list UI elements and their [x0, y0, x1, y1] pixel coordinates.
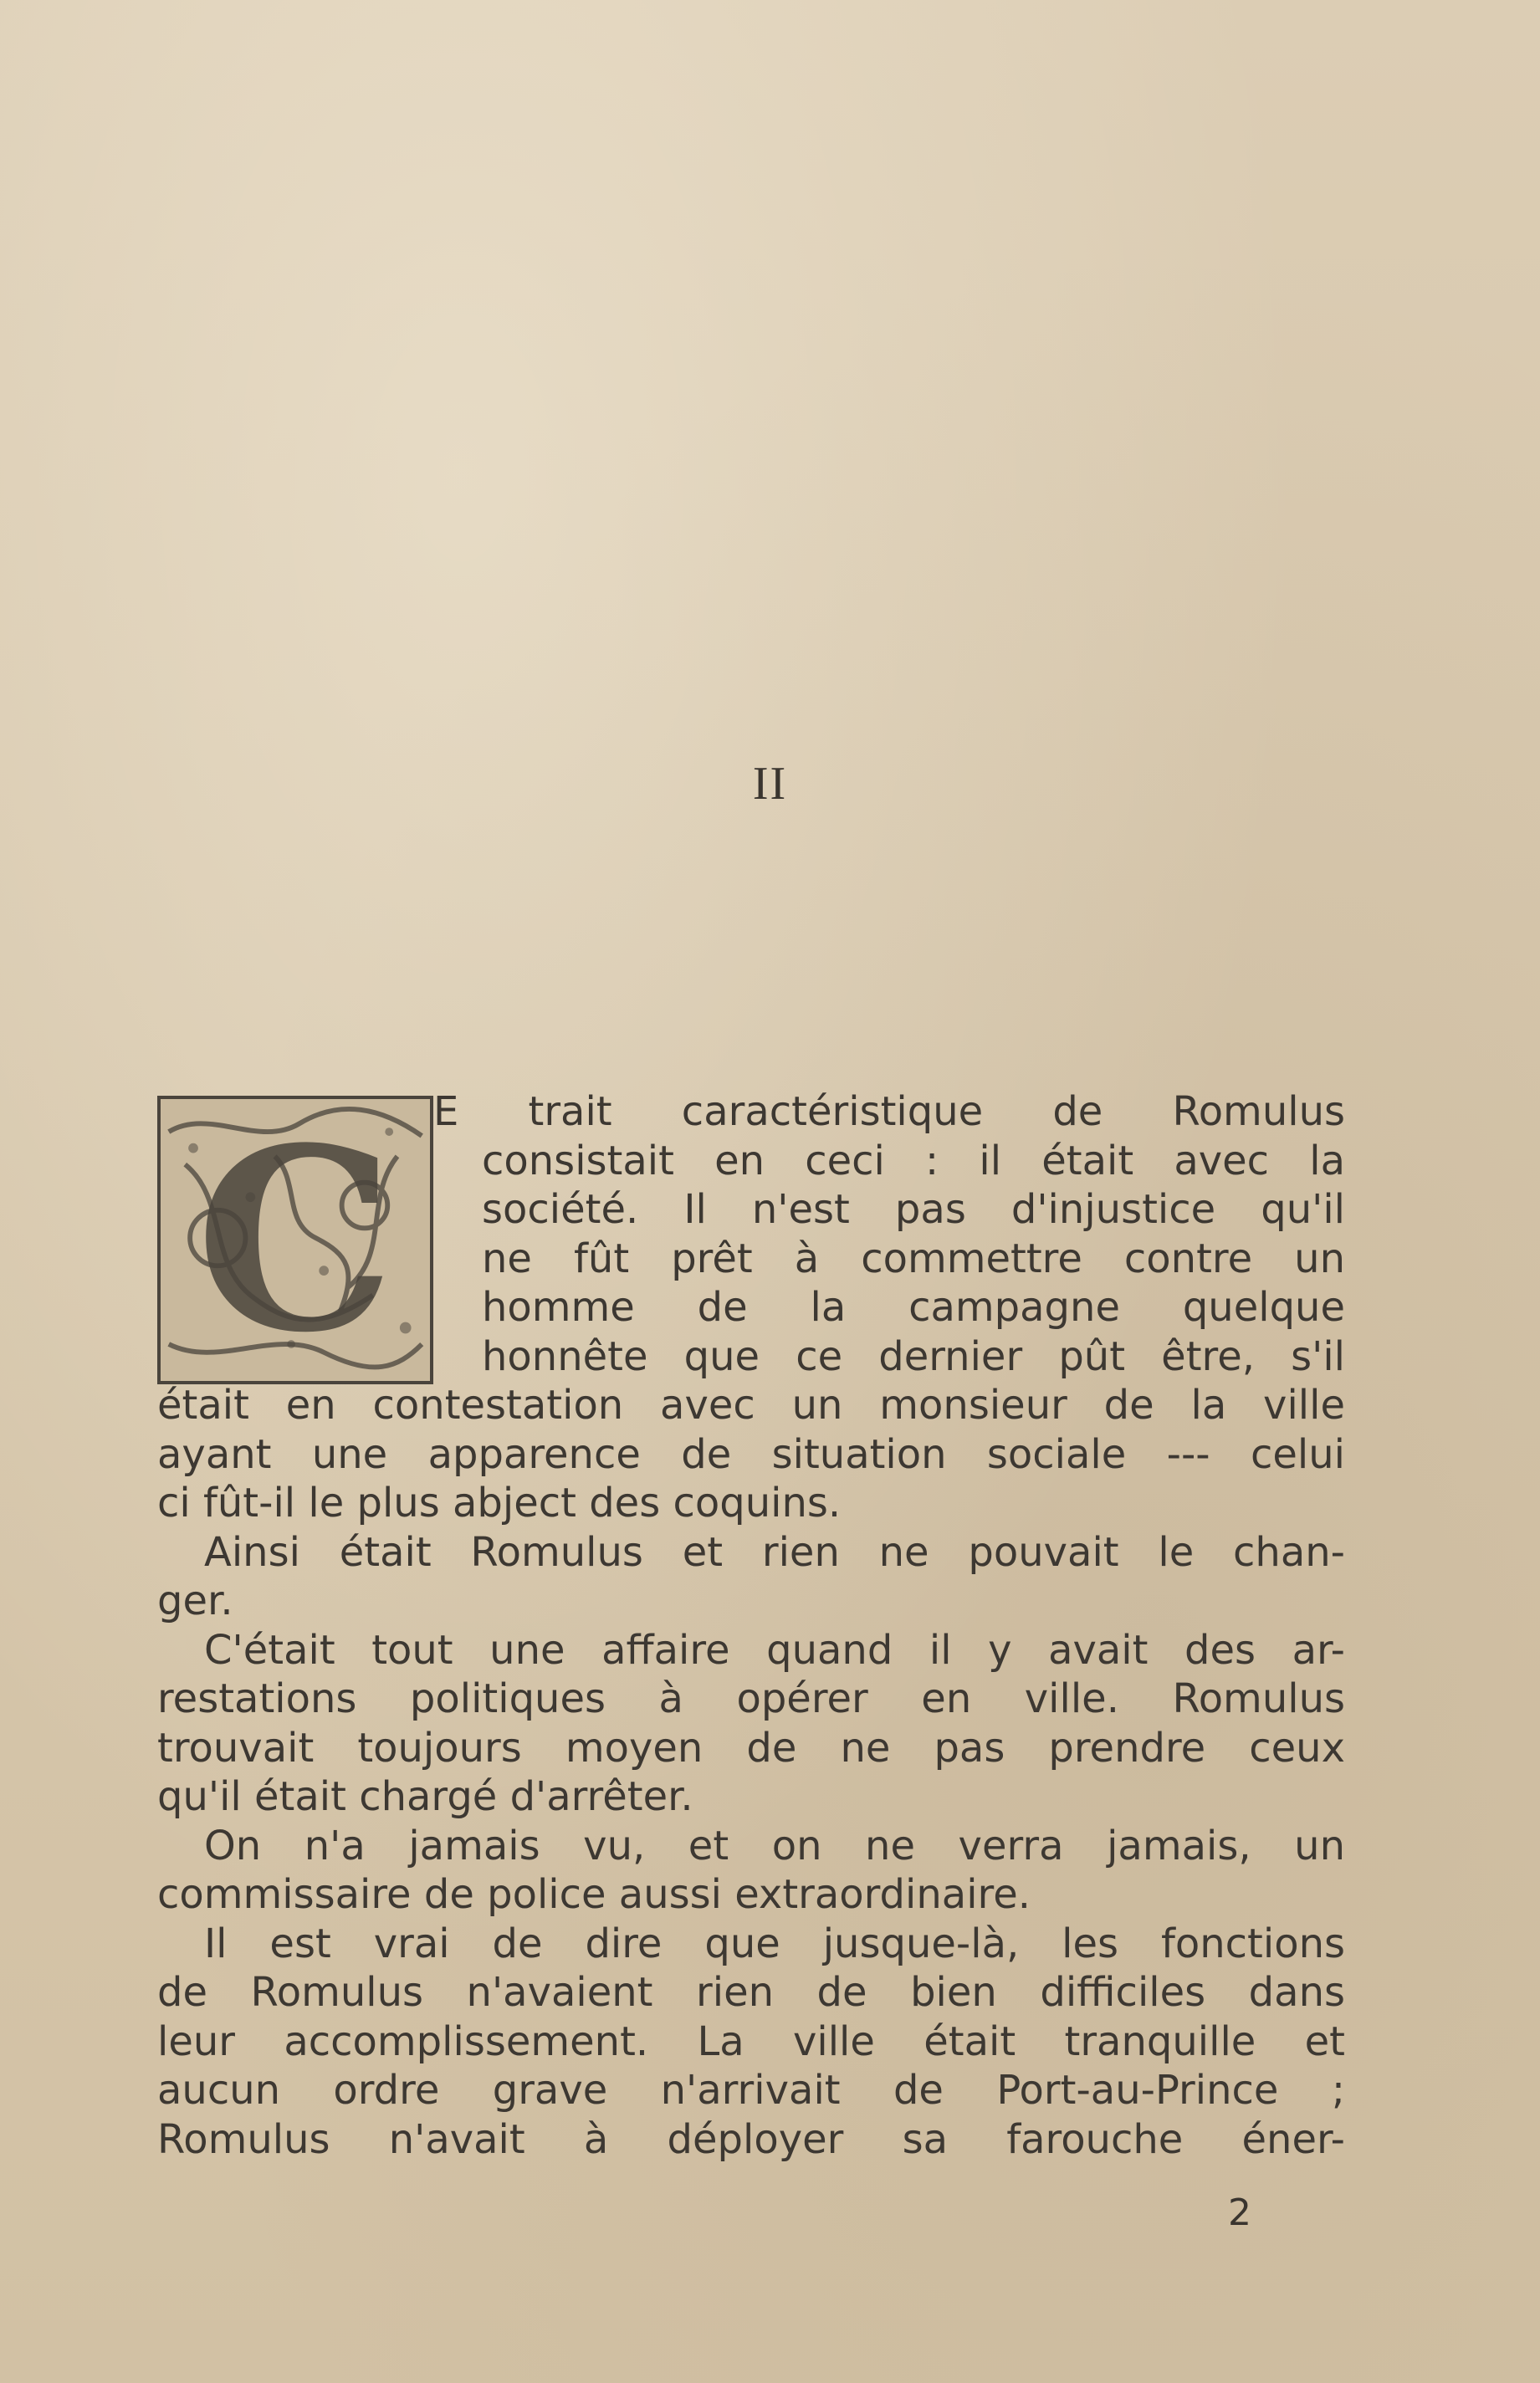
text-line: honnête que ce dernier pût être, s'il — [482, 1332, 1345, 1380]
text-line: était en contestation avec un monsieur de la ville — [157, 1382, 1345, 1429]
text-line: ger. — [157, 1578, 233, 1624]
text-line: de Romulus n'avaient rien de bien difficiles dans — [157, 1969, 1345, 2016]
text-line: ayant une apparence de situation sociale --- celui — [157, 1430, 1345, 1478]
text-line: Il est vrai de dire que jusque-là, les fonctions — [204, 1920, 1345, 1967]
text-line: restations politiques à opérer en ville. Romulus — [157, 1675, 1345, 1722]
text-line: ne fût prêt à commettre contre un — [482, 1235, 1345, 1282]
text-line: commissaire de police aussi extraordinaire. — [157, 1871, 1031, 1918]
text-line: Ainsi était Romulus et rien ne pouvait le chan- — [204, 1528, 1345, 1576]
drop-cap-letter: C — [195, 1096, 396, 1384]
text-line: aucun ordre grave n'arrivait de Port-au-Prince ; — [157, 2067, 1345, 2114]
text-line: C'était tout une affaire quand il y avait des ar- — [204, 1626, 1345, 1674]
text-line: ci fût-il le plus abject des coquins. — [157, 1480, 842, 1526]
text-line: trouvait toujours moyen de ne pas prendre ceux — [157, 1724, 1345, 1772]
text-line: consistait en ceci : il était avec la — [482, 1137, 1345, 1184]
text-line: homme de la campagne quelque — [482, 1284, 1345, 1331]
text-line: qu'il était chargé d'arrêter. — [157, 1773, 693, 1820]
text-line: Romulus n'avait à déployer sa farouche éner- — [157, 2115, 1345, 2163]
text-line: On n'a jamais vu, et on ne verra jamais, un — [204, 1822, 1345, 1869]
text-line: E trait caractéristique de Romulus — [433, 1088, 1345, 1135]
chapter-heading: II — [752, 758, 788, 810]
page-number: 2 — [1228, 2191, 1251, 2234]
text-line: leur accomplissement. La ville était tranquille et — [157, 2017, 1345, 2065]
body-text — [157, 1087, 1345, 2164]
text-line: société. Il n'est pas d'injustice qu'il — [482, 1186, 1345, 1233]
